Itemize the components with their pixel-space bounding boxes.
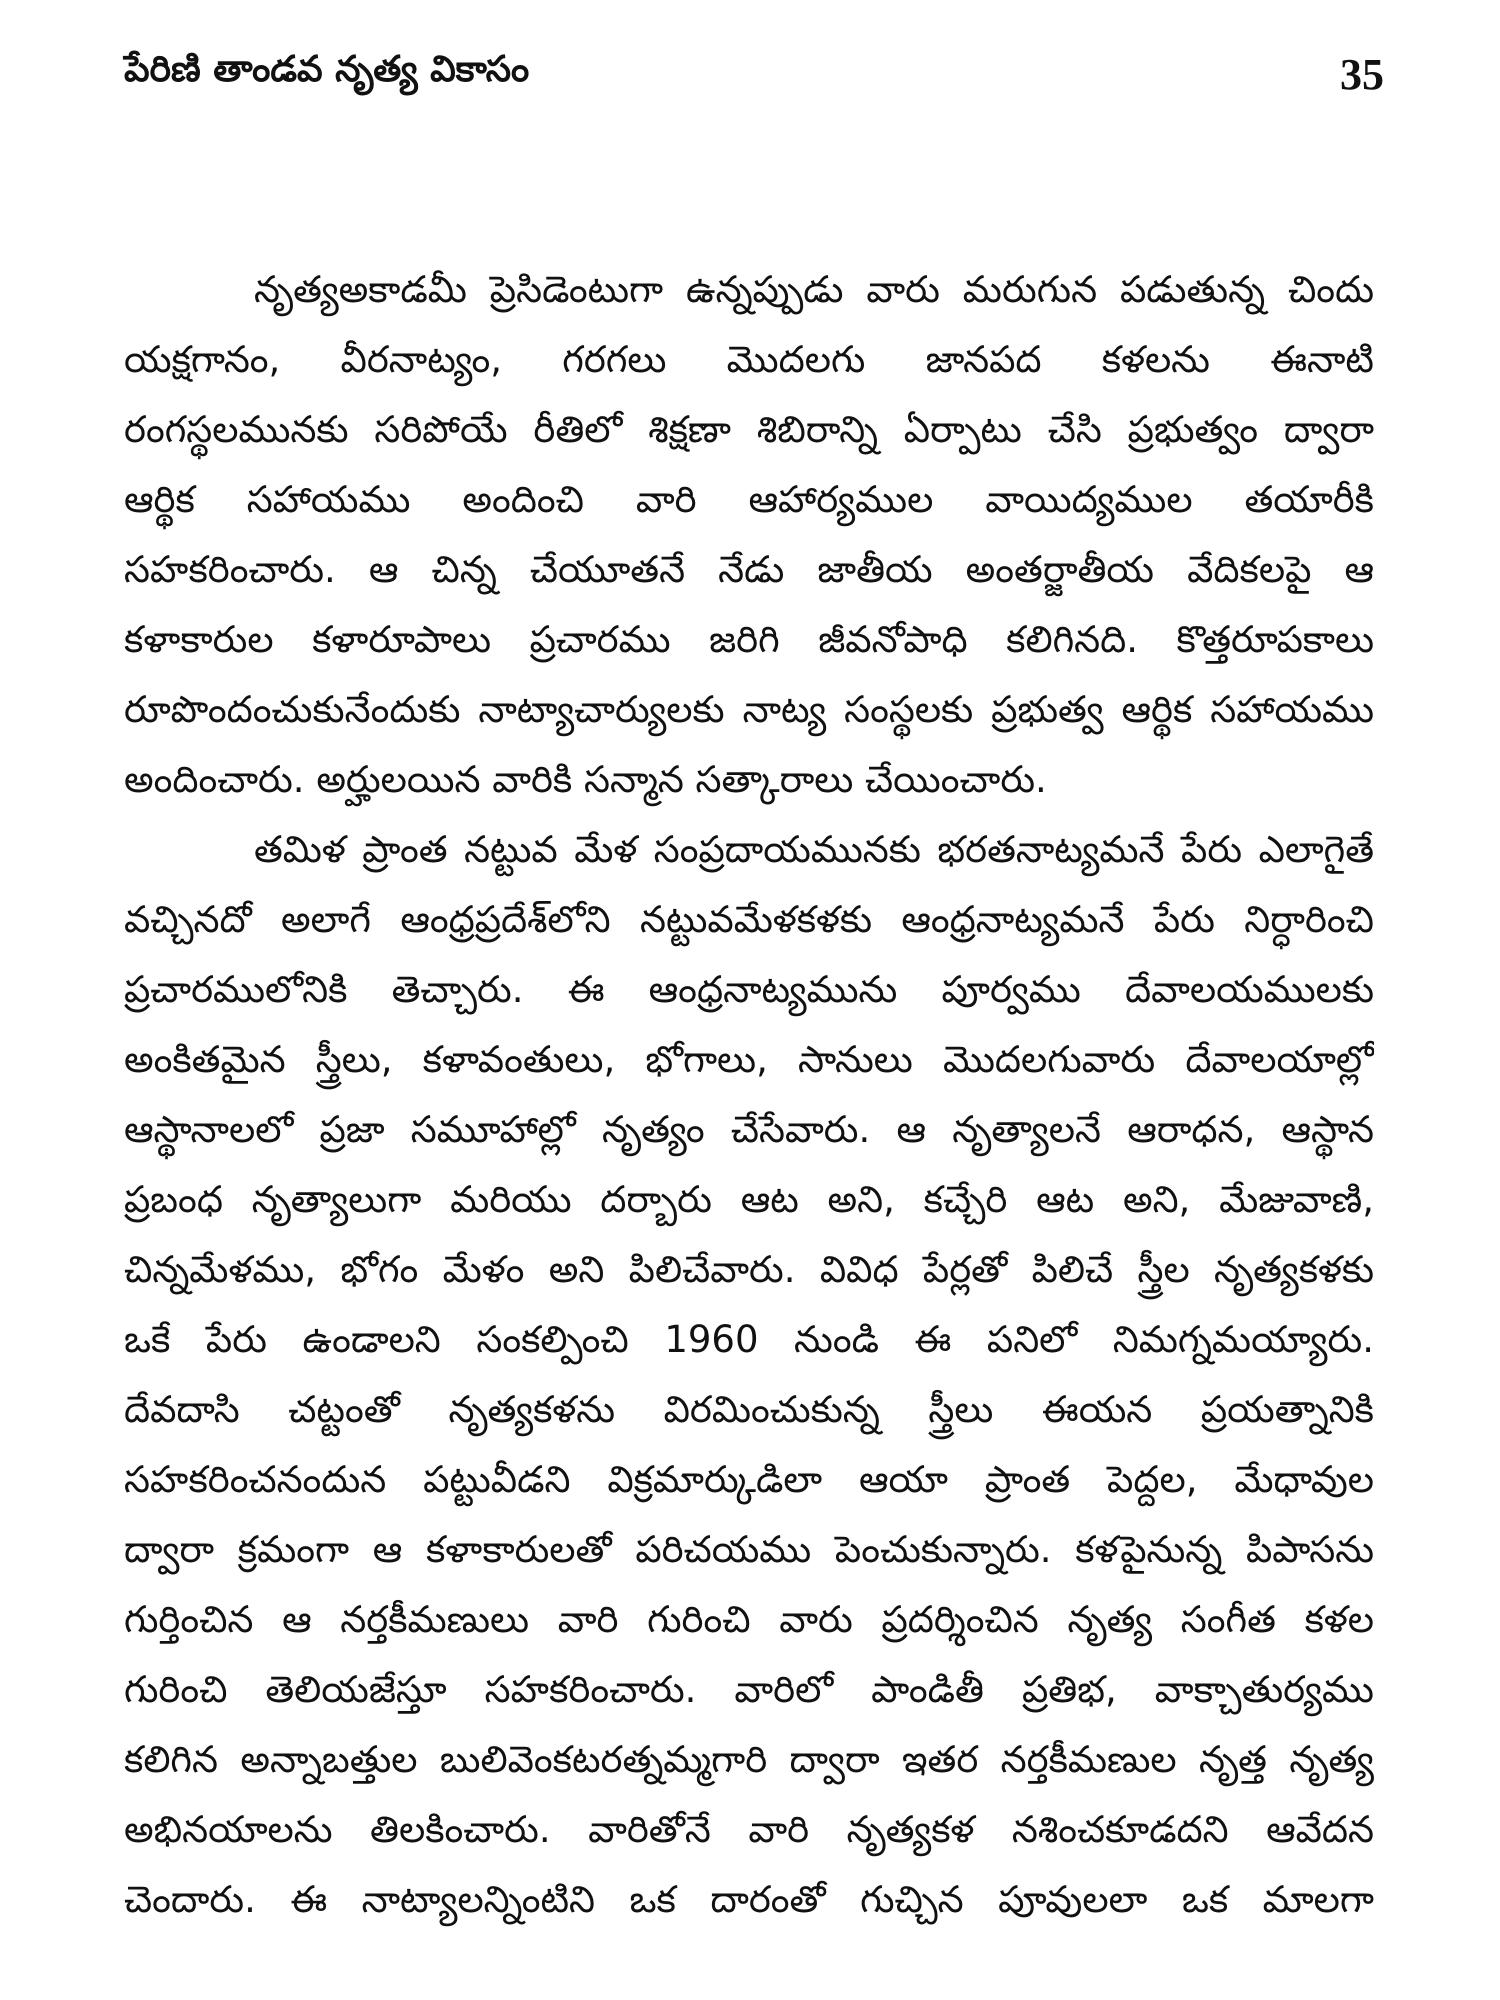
text-line: ఆర్థిక సహాయము అందించి వారి ఆహార్యముల వాయిద్యముల తయారీకి <box>124 478 1374 521</box>
text-line: ద్వారా క్రమంగా ఆ కళాకారులతో పరిచయము పెంచుకున్నారు. కళపైనున్న పిపాసను <box>124 1528 1374 1571</box>
text-line: ఒకే పేరు ఉండాలని సంకల్పించి 1960 నుండి ఈ పనిలో నిమగ్నమయ్యారు. <box>124 1318 1374 1361</box>
text-line: గుర్తించిన ఆ నర్తకీమణులు వారి గురించి వారు ప్రదర్శించిన నృత్య సంగీత కళల <box>124 1598 1374 1641</box>
text-line: కలిగిన అన్నాబత్తుల బులివెంకటరత్నమ్మగారి ద్వారా ఇతర నర్తకీమణుల నృత్త నృత్య <box>124 1738 1374 1781</box>
text-line: అభినయాలను తిలకించారు. వారితోనే వారి నృత్యకళ నశించకూడదని ఆవేదన <box>124 1808 1374 1851</box>
text-line: గురించి తెలియజేస్తూ సహకరించారు. వారిలో పాండితీ ప్రతిభ, వాక్చాతుర్యము <box>124 1668 1374 1711</box>
running-header <box>124 44 1384 104</box>
text-line: కళాకారుల కళారూపాలు ప్రచారము జరిగి జీవనోపాధి కలిగినది. కొత్తరూపకాలు <box>124 618 1374 661</box>
text-line: తమిళ ప్రాంత నట్టువ మేళ సంప్రదాయమునకు భరతనాట్యమనే పేరు ఎలాగైతే <box>254 828 1374 871</box>
text-line: చెందారు. ఈ నాట్యాలన్నింటిని ఒక దారంతో గుచ్చిన పూవులలా ఒక మాలగా <box>124 1878 1374 1921</box>
page-number: 35 <box>1340 49 1384 99</box>
text-line: రూపొందంచుకునేందుకు నాట్యాచార్యులకు నాట్య సంస్థలకు ప్రభుత్వ ఆర్థిక సహాయము <box>124 688 1374 731</box>
text-line: అంకితమైన స్త్రీలు, కళావంతులు, భోగాలు, సానులు మొదలగువారు దేవాలయాల్లో <box>124 1038 1374 1081</box>
text-line: ప్రచారములోనికి తెచ్చారు. ఈ ఆంధ్రనాట్యమును పూర్వము దేవాలయములకు <box>124 968 1374 1011</box>
text-line: సహకరించారు. ఆ చిన్న చేయూతనే నేడు జాతీయ అంతర్జాతీయ వేదికలపై ఆ <box>124 548 1374 591</box>
text-line: నృత్యఅకాడమీ ప్రెసిడెంటుగా ఉన్నప్పుడు వారు మరుగున పడుతున్న చిందు <box>254 268 1374 311</box>
text-line: సహకరించనందున పట్టువీడని విక్రమార్కుడిలా ఆయా ప్రాంత పెద్దల, మేధావుల <box>124 1458 1374 1501</box>
text-line: యక్షగానం, వీరనాట్యం, గరగలు మొదలగు జానపద కళలను ఈనాటి <box>124 338 1374 381</box>
text-line: వచ్చినదో అలాగే ఆంధ్రప్రదేశ్‌లోని నట్టువమేళకళకు ఆంధ్రనాట్యమనే పేరు నిర్ధారించి <box>124 898 1374 941</box>
text-line: ప్రబంధ నృత్యాలుగా మరియు దర్బారు ఆట అని, కచ్చేరి ఆట అని, మేజువాణి, <box>124 1178 1374 1221</box>
running-title: పేరిణి తాండవ నృత్య వికాసం <box>124 49 530 90</box>
text-line: రంగస్థలమునకు సరిపోయే రీతిలో శిక్షణా శిబిరాన్ని ఏర్పాటు చేసి ప్రభుత్వం ద్వారా <box>124 408 1374 451</box>
body-text <box>124 255 1374 1935</box>
text-line: అందించారు. అర్హులయిన వారికి సన్మాన సత్కారాలు చేయించారు. <box>124 758 1047 801</box>
text-line: చిన్నమేళము, భోగం మేళం అని పిలిచేవారు. వివిధ పేర్లతో పిలిచే స్త్రీల నృత్యకళకు <box>124 1248 1374 1291</box>
text-line: ఆస్థానాలలో ప్రజా సమూహాల్లో నృత్యం చేసేవారు. ఆ నృత్యాలనే ఆరాధన, ఆస్థాన <box>124 1108 1374 1151</box>
text-line: దేవదాసి చట్టంతో నృత్యకళను విరమించుకున్న స్త్రీలు ఈయన ప్రయత్నానికి <box>124 1388 1374 1431</box>
